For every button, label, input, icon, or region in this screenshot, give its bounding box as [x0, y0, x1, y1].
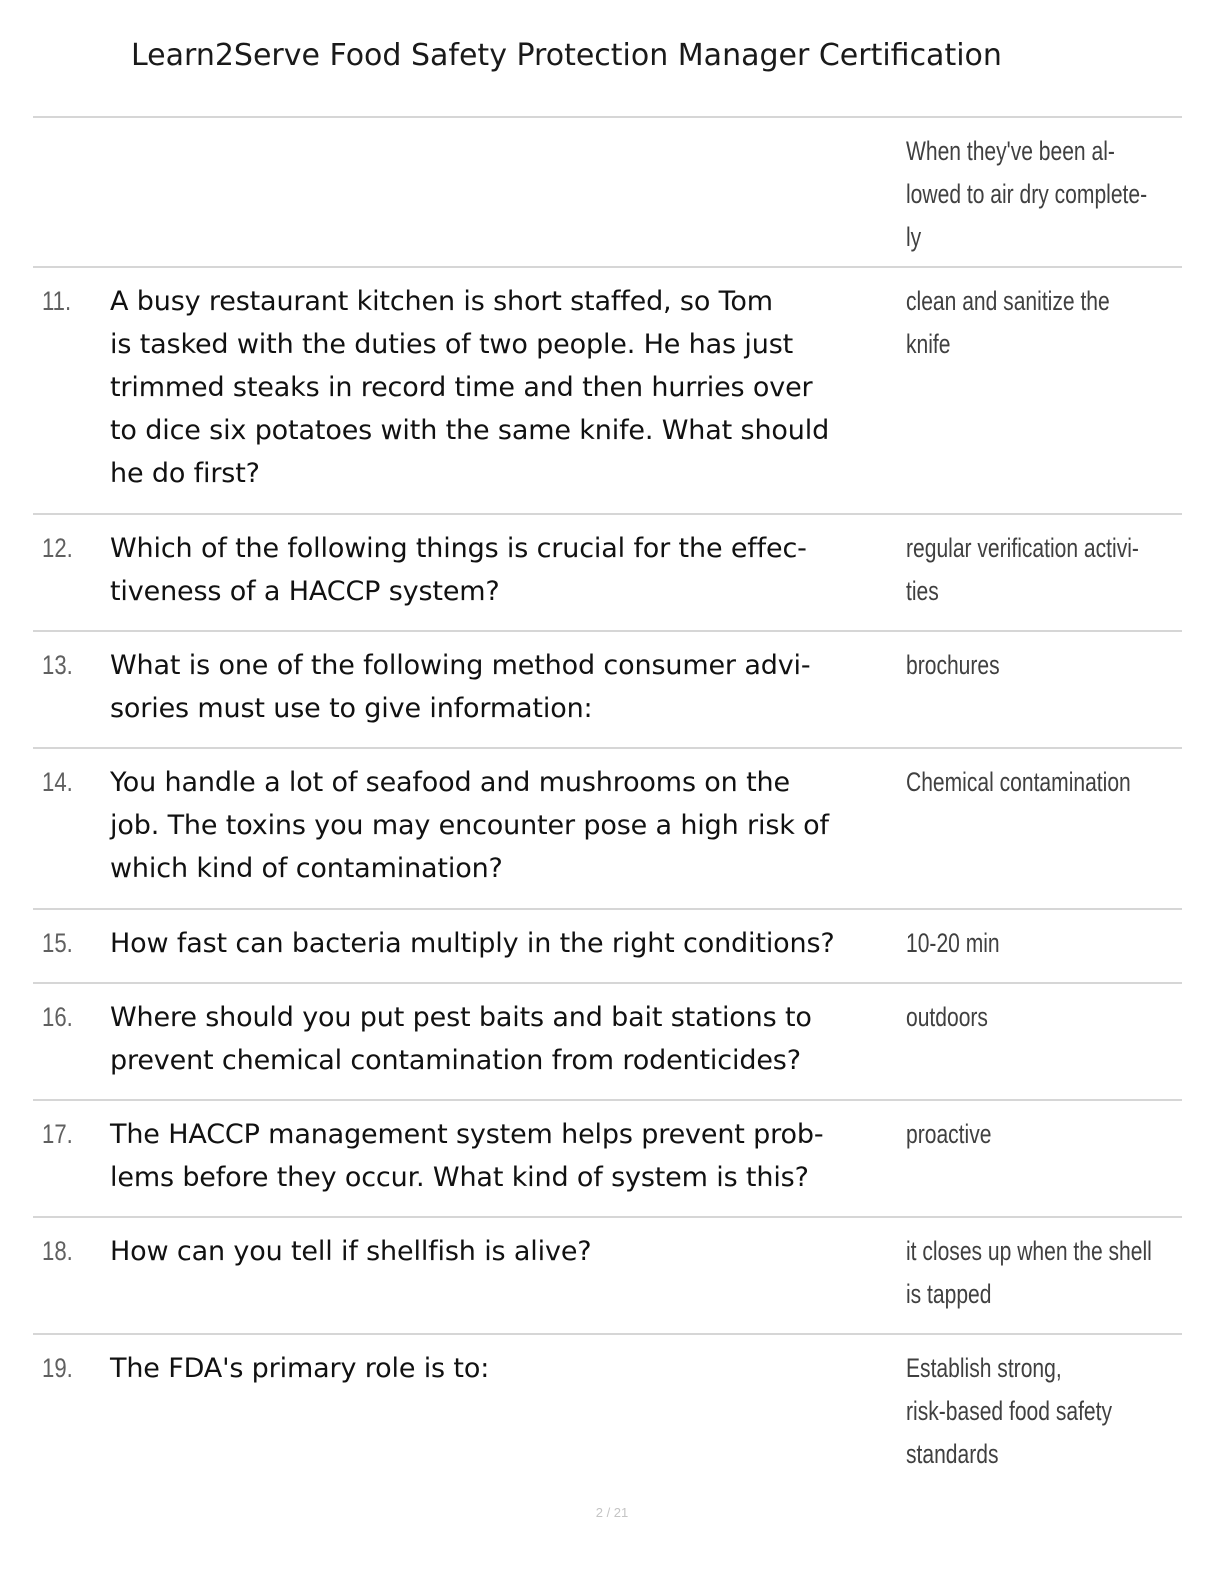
- question-text: How fast can bacteria multiply in the right conditions?: [110, 928, 835, 959]
- question-number: 15.: [42, 928, 73, 958]
- table-row: [33, 1335, 1182, 1485]
- answer-text: outdoors: [906, 1002, 988, 1032]
- qa-table: [33, 116, 1182, 1485]
- question-number: 18.: [42, 1236, 73, 1266]
- table-row: [33, 118, 1182, 268]
- answer-text: it closes up when the shell is tapped: [906, 1236, 1152, 1309]
- answer-text: Establish strong, risk-based food safety standards: [906, 1353, 1113, 1469]
- question-text: You handle a lot of seafood and mushrooms on the job. The toxins you may encounter pose a high risk of which kind of contamination?: [110, 767, 829, 884]
- question-text: Which of the following things is crucial for the effec- tiveness of a HACCP system?: [110, 533, 807, 607]
- answer-text: When they've been al- lowed to air dry complete- ly: [906, 136, 1148, 252]
- question-number: 19.: [42, 1353, 73, 1383]
- table-row: [33, 749, 1182, 910]
- answer-text: brochures: [906, 650, 1000, 680]
- question-number: 12.: [42, 533, 73, 563]
- table-row: [33, 632, 1182, 749]
- question-number: 11.: [42, 286, 72, 316]
- table-row: [33, 1218, 1182, 1335]
- question-text: A busy restaurant kitchen is short staffed, so Tom is tasked with the duties of two people. He has just trimmed steaks in record time and then hurries over to dice six potatoes with the same knife. What should he do first?: [110, 286, 830, 489]
- answer-text: clean and sanitize the knife: [906, 286, 1110, 359]
- answer-text: Chemical contamination: [906, 767, 1131, 797]
- question-text: Where should you put pest baits and bait stations to prevent chemical contamination from rodenticides?: [110, 1002, 812, 1076]
- table-row: [33, 268, 1182, 515]
- page-number: 2 / 21: [595, 1505, 629, 1520]
- answer-text: 10-20 min: [906, 928, 1000, 958]
- answer-text: regular verification activi- ties: [906, 533, 1139, 606]
- table-row: [33, 984, 1182, 1101]
- question-text: The HACCP management system helps prevent prob- lems before they occur. What kind of system is this?: [110, 1119, 824, 1193]
- table-row: [33, 515, 1182, 632]
- answer-text: proactive: [906, 1119, 992, 1149]
- question-text: What is one of the following method consumer advi- sories must use to give information:: [110, 650, 811, 724]
- question-text: The FDA's primary role is to:: [110, 1353, 490, 1384]
- question-number: 16.: [42, 1002, 73, 1032]
- table-row: [33, 910, 1182, 984]
- question-number: 17.: [42, 1119, 73, 1149]
- page-title: Learn2Serve Food Safety Protection Manager Certification: [131, 38, 1002, 73]
- table-row: [33, 1101, 1182, 1218]
- question-number: 14.: [42, 767, 73, 797]
- question-text: How can you tell if shellfish is alive?: [110, 1236, 592, 1267]
- question-number: 13.: [42, 650, 73, 680]
